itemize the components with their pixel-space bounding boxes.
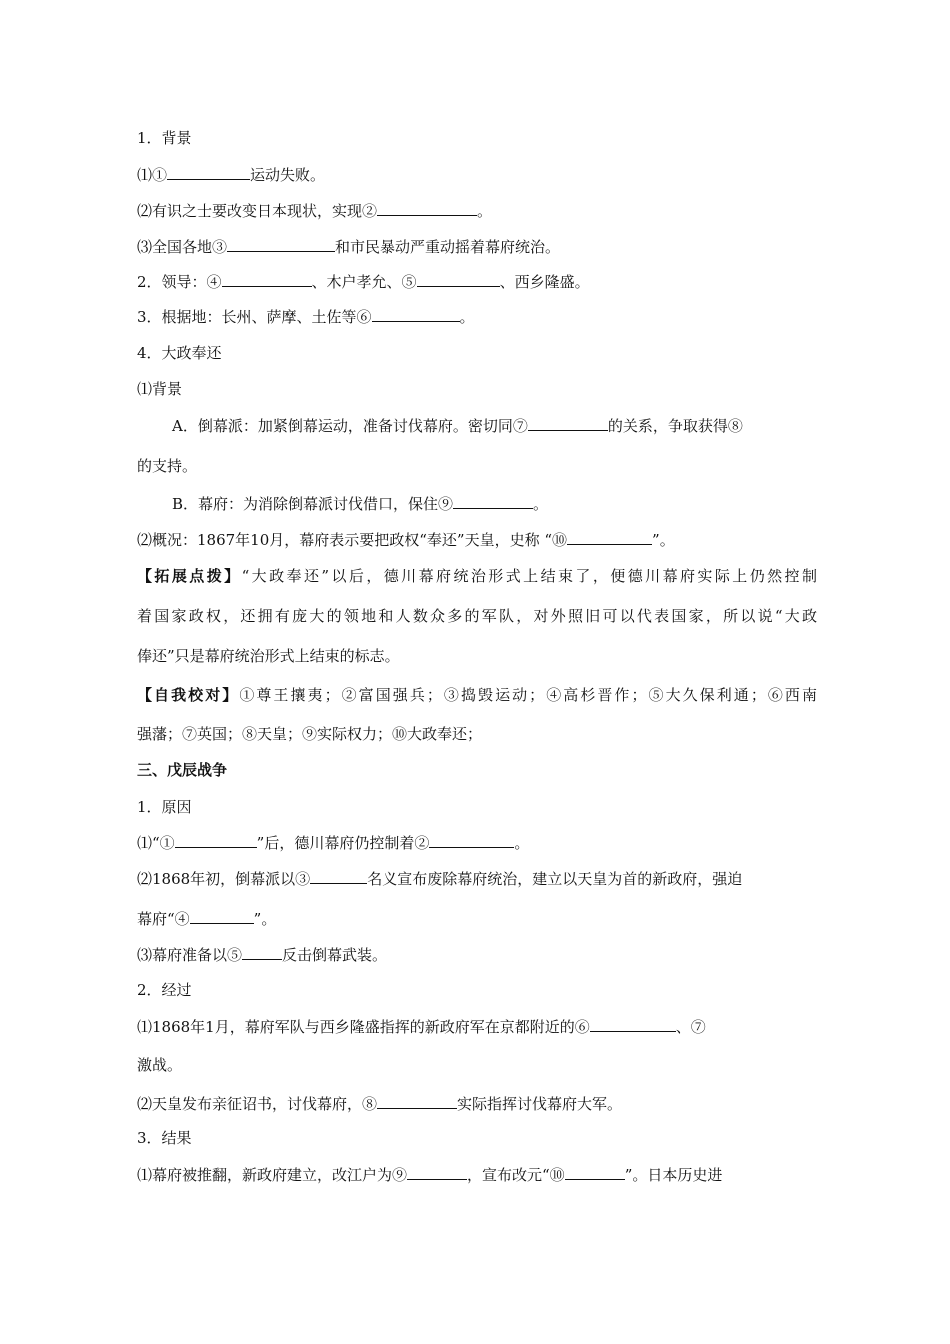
result-item-1: ⑴幕府被推翻，新政府建立，改江户为⑨ ，宣布改元“⑩ ”。日本历史进 [137,1166,723,1184]
process-item-2: ⑵天皇发布亲征诏书，讨伐幕府，⑧ 实际指挥讨伐幕府大军。 [137,1095,623,1113]
answer-blank[interactable] [377,1093,457,1109]
answer-blank[interactable] [372,306,460,322]
extension-note-line-2: 着国家政权，还拥有庞大的领地和人数众多的军队，对外照旧可以代表国家，所以说“大政 [137,607,817,625]
base-line: 3．根据地：长州、萨摩、土佐等⑥ 。 [137,308,475,326]
answer-blank[interactable] [242,944,282,960]
answer-blank[interactable] [590,1016,676,1032]
answer-blank[interactable] [528,415,608,431]
answer-blank[interactable] [167,164,250,180]
answer-blank[interactable] [227,236,335,252]
answer-blank[interactable] [377,200,477,216]
leaders-line: 2．领导：④ 、木户孝允、⑤ 、西乡隆盛。 [137,273,590,291]
answer-blank[interactable] [175,832,257,848]
process-title: 2．经过 [137,981,192,999]
taisei-item-a-cont: 的支持。 [137,457,198,475]
background-item-1: ⑴① 运动失败。 [137,166,326,184]
cause-item-2-cont: 幕府“④ ”。 [137,910,277,928]
cause-item-1: ⑴“① ”后，德川幕府仍控制着② 。 [137,834,530,852]
answer-blank[interactable] [310,868,367,884]
taisei-title: 4．大政奉还 [137,344,222,362]
answer-blank[interactable] [453,493,533,509]
section-heading-boshin-war: 三、戊辰战争 [137,761,228,779]
section-background-title: 1．背景 [137,129,192,147]
result-title: 3．结果 [137,1129,192,1147]
answer-blank[interactable] [567,529,652,545]
self-check-line-1: 【自我校对】①尊王攘夷；②富国强兵；③捣毁运动；④高杉晋作；⑤大久保利通；⑥西南 [137,686,817,704]
answer-blank[interactable] [429,832,514,848]
cause-title: 1．原因 [137,798,192,816]
taisei-item-b: B．幕府：为消除倒幕派讨伐借口，保住⑨ 。 [172,495,549,513]
self-check-line-2: 强藩；⑦英国；⑧天皇；⑨实际权力；⑩大政奉还； [137,725,483,743]
process-item-1-cont: 激战。 [137,1056,183,1074]
background-item-3: ⑶全国各地③ 和市民暴动严重动摇着幕府统治。 [137,238,561,256]
taisei-background-title: ⑴背景 [137,380,183,398]
extension-note-line-3: 俸还”只是幕府统治形式上结束的标志。 [137,647,400,665]
process-item-1: ⑴1868年1月，幕府军队与西乡隆盛指挥的新政府军在京都附近的⑥ 、⑦ [137,1018,706,1036]
taisei-item-a: A．倒幕派：加紧倒幕运动，准备讨伐幕府。密切同⑦ 的关系，争取获得⑧ [172,417,743,435]
taisei-overview: ⑵概况：1867年10月，幕府表示要把政权“奉还”天皇，史称 “⑩ ”。 [137,531,675,549]
extension-note-line-1: 【拓展点拨】“大政奉还”以后，德川幕府统治形式上结束了，便德川幕府实际上仍然控制 [137,567,817,585]
cause-item-2: ⑵1868年初，倒幕派以③ 名义宣布废除幕府统治，建立以天皇为首的新政府，强迫 [137,870,743,888]
background-item-2: ⑵有识之士要改变日本现状，实现② 。 [137,202,493,220]
answer-blank[interactable] [222,271,312,287]
answer-blank[interactable] [190,908,254,924]
cause-item-3: ⑶幕府准备以⑤ 反击倒幕武装。 [137,946,388,964]
answer-blank[interactable] [565,1164,625,1180]
answer-blank[interactable] [417,271,500,287]
answer-blank[interactable] [407,1164,467,1180]
